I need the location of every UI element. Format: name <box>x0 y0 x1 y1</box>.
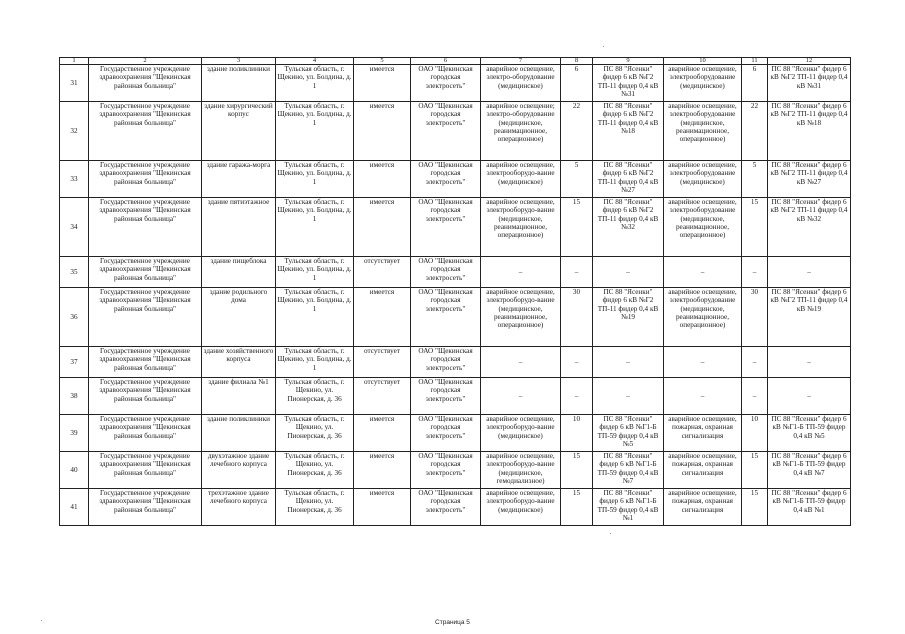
power-cell: 15 <box>561 489 593 526</box>
table-row <box>60 452 851 489</box>
power-cell-2: 5 <box>742 161 768 198</box>
object-cell: здание родильного дома <box>202 288 276 347</box>
organization-cell: Государственное учреждение здравоохранения "Щекинская районная больница" <box>89 347 202 378</box>
power-cell-2: 15 <box>742 198 768 257</box>
purpose-cell: аварийное освещение, электрооборудо-вание (медицинское) <box>481 161 561 198</box>
address-cell: Тульская область, г. Щекино, ул. Болдина, д. 1 <box>276 288 354 347</box>
row-number: 40 <box>60 452 89 489</box>
feeder-cell: ПС 88 "Ясенки" фидер 6 кВ №Г2 ТП-11 фидер 0,4 кВ №27 <box>593 161 664 198</box>
scan-speck <box>610 533 611 534</box>
source-cell: ПС 88 "Ясенки" фидер 6 кВ №Г1-Б ТП-59 фидер 0,4 кВ №5 <box>768 415 851 452</box>
address-cell: Тульская область, г. Щекино, ул. Болдина, д. 1 <box>276 161 354 198</box>
purpose-cell: – <box>481 257 561 288</box>
column-number: 3 <box>202 58 276 65</box>
power-cell: 15 <box>561 452 593 489</box>
source-cell: ПС 88 "Ясенки" фидер 6 кВ №Г2 ТП-11 фидер 0,4 кВ №31 <box>768 65 851 102</box>
row-number: 36 <box>60 288 89 347</box>
feeder-cell: – <box>593 257 664 288</box>
power-cell: – <box>561 378 593 415</box>
source-cell: ПС 88 "Ясенки" фидер 6 кВ №Г1-Б ТП-59 фидер 0,4 кВ №7 <box>768 452 851 489</box>
source-cell: – <box>768 347 851 378</box>
table-row <box>60 489 851 526</box>
availability-cell: отсутствует <box>354 347 411 378</box>
purpose-cell: – <box>481 347 561 378</box>
row-number: 38 <box>60 378 89 415</box>
availability-cell: имеется <box>354 288 411 347</box>
power-cell-2: – <box>742 347 768 378</box>
power-cell-2: 22 <box>742 102 768 161</box>
power-cell: 5 <box>561 161 593 198</box>
object-cell: здание хирургический корпус <box>202 102 276 161</box>
object-cell: здание поликлиники <box>202 65 276 102</box>
supplier-cell: ОАО "Щекинская городская электросеть" <box>411 65 481 102</box>
consumers-cell: аварийное освещение, электрооборудование (медицинское, реанимационное, операционное) <box>664 102 742 161</box>
power-cell-2: 6 <box>742 65 768 102</box>
row-number: 34 <box>60 198 89 257</box>
power-cell-2: – <box>742 257 768 288</box>
power-cell: 15 <box>561 198 593 257</box>
column-number: 1 <box>60 58 89 65</box>
column-number: 12 <box>768 58 851 65</box>
availability-cell: имеется <box>354 102 411 161</box>
availability-cell: имеется <box>354 489 411 526</box>
supplier-cell: ОАО "Щекинская городская электросеть" <box>411 288 481 347</box>
source-cell: ПС 88 "Ясенки" фидер 6 кВ №Г2 ТП-11 фидер 0,4 кВ №27 <box>768 161 851 198</box>
feeder-cell: ПС 88 "Ясенки" фидер 6 кВ №Г2 ТП-11 фидер 0,4 кВ №18 <box>593 102 664 161</box>
organization-cell: Государственное учреждение здравоохранения "Щекинская районная больница" <box>89 198 202 257</box>
source-cell: ПС 88 "Ясенки" фидер 6 кВ №Г2 ТП-11 фидер 0,4 кВ №18 <box>768 102 851 161</box>
consumers-cell: аварийное освещение, электрооборудование (медицинское, реанимационное, операционное) <box>664 288 742 347</box>
object-cell: трехэтажное здание лечебного корпуса <box>202 489 276 526</box>
feeder-cell: ПС 88 "Ясенки" фидер 6 кВ №Г2 ТП-11 фидер 0,4 кВ №31 <box>593 65 664 102</box>
column-number: 11 <box>742 58 768 65</box>
row-number: 32 <box>60 102 89 161</box>
power-cell: – <box>561 257 593 288</box>
object-cell: двухэтажное здание лечебного корпуса <box>202 452 276 489</box>
table-row <box>60 198 851 257</box>
object-cell: здание пищеблока <box>202 257 276 288</box>
availability-cell: имеется <box>354 65 411 102</box>
source-cell: – <box>768 257 851 288</box>
column-number: 7 <box>481 58 561 65</box>
column-number: 5 <box>354 58 411 65</box>
row-number: 37 <box>60 347 89 378</box>
data-table <box>59 57 851 526</box>
column-number: 8 <box>561 58 593 65</box>
address-cell: Тульская область, г. Щекино, ул. Пионерская, д. 36 <box>276 378 354 415</box>
column-number: 4 <box>276 58 354 65</box>
availability-cell: имеется <box>354 198 411 257</box>
feeder-cell: ПС 88 "Ясенки" фидер 6 кВ №Г1-Б ТП-59 фидер 0,4 кВ №7 <box>593 452 664 489</box>
organization-cell: Государственное учреждение здравоохранения "Щекинская районная больница" <box>89 452 202 489</box>
availability-cell: отсутствует <box>354 257 411 288</box>
table-row <box>60 102 851 161</box>
supplier-cell: ОАО "Щекинская городская электросеть" <box>411 378 481 415</box>
object-cell: здание пятиэтажное <box>202 198 276 257</box>
availability-cell: имеется <box>354 161 411 198</box>
feeder-cell: ПС 88 "Ясенки" фидер 6 кВ №Г1-Б ТП-59 фидер 0,4 кВ №1 <box>593 489 664 526</box>
consumers-cell: аварийное освещение, электрооборудование (медицинское, реанимационное, операционное) <box>664 198 742 257</box>
address-cell: Тульская область, г. Щекино, ул. Болдина, д. 1 <box>276 347 354 378</box>
power-cell-2: 15 <box>742 452 768 489</box>
feeder-cell: – <box>593 347 664 378</box>
purpose-cell: аварийное освещение, электро-оборудование (медицинское) <box>481 65 561 102</box>
row-number: 35 <box>60 257 89 288</box>
supplier-cell: ОАО "Щекинская городская электросеть" <box>411 161 481 198</box>
address-cell: Тульская область, г. Щекино, ул. Болдина, д. 1 <box>276 102 354 161</box>
row-number: 39 <box>60 415 89 452</box>
organization-cell: Государственное учреждение здравоохранения "Щекинская районная больница" <box>89 378 202 415</box>
organization-cell: Государственное учреждение здравоохранения "Щекинская районная больница" <box>89 257 202 288</box>
feeder-cell: ПС 88 "Ясенки" фидер 6 кВ №Г2 ТП-11 фидер 0,4 кВ №19 <box>593 288 664 347</box>
power-cell: 10 <box>561 415 593 452</box>
page-number: Страница 5 <box>435 619 470 626</box>
organization-cell: Государственное учреждение здравоохранения "Щекинская районная больница" <box>89 161 202 198</box>
supplier-cell: ОАО "Щекинская городская электросеть" <box>411 489 481 526</box>
power-cell: 22 <box>561 102 593 161</box>
feeder-cell: – <box>593 378 664 415</box>
power-cell-2: 30 <box>742 288 768 347</box>
purpose-cell: аварийное освещение, электрооборудо-вание (медицинское, реанимационное, операционное) <box>481 288 561 347</box>
consumers-cell: аварийное освещение, пожарная, охранная сигнализация <box>664 415 742 452</box>
purpose-cell: – <box>481 378 561 415</box>
object-cell: здание гаража-морга <box>202 161 276 198</box>
row-number: 41 <box>60 489 89 526</box>
source-cell: ПС 88 "Ясенки" фидер 6 кВ №Г2 ТП-11 фидер 0,4 кВ №32 <box>768 198 851 257</box>
column-number: 2 <box>89 58 202 65</box>
address-cell: Тульская область, г. Щекино, ул. Болдина, д. 1 <box>276 257 354 288</box>
organization-cell: Государственное учреждение здравоохранения "Щекинская районная больница" <box>89 65 202 102</box>
scan-speck <box>41 620 42 621</box>
purpose-cell: аварийное освещение, электрооборудо-вание (медицинское) <box>481 415 561 452</box>
address-cell: Тульская область, г. Щекино, ул. Болдина, д. 1 <box>276 198 354 257</box>
table-row <box>60 288 851 347</box>
power-cell: 6 <box>561 65 593 102</box>
feeder-cell: ПС 88 "Ясенки" фидер 6 кВ №Г2 ТП-11 фидер 0,4 кВ №32 <box>593 198 664 257</box>
supplier-cell: ОАО "Щекинская городская электросеть" <box>411 415 481 452</box>
source-cell: ПС 88 "Ясенки" фидер 6 кВ №Г2 ТП-11 фидер 0,4 кВ №19 <box>768 288 851 347</box>
availability-cell: отсутствует <box>354 378 411 415</box>
address-cell: Тульская область, г. Щекино, ул. Пионерская, д. 36 <box>276 452 354 489</box>
object-cell: здание хозяйственного корпуса <box>202 347 276 378</box>
table-row <box>60 161 851 198</box>
table-row <box>60 65 851 102</box>
address-cell: Тульская область, г. Щекино, ул. Пионерская, д. 36 <box>276 489 354 526</box>
source-cell: – <box>768 378 851 415</box>
organization-cell: Государственное учреждение здравоохранения "Щекинская районная больница" <box>89 415 202 452</box>
supplier-cell: ОАО "Щекинская городская электросеть" <box>411 102 481 161</box>
availability-cell: имеется <box>354 415 411 452</box>
consumers-cell: – <box>664 347 742 378</box>
power-cell: – <box>561 347 593 378</box>
row-number: 33 <box>60 161 89 198</box>
column-number: 6 <box>411 58 481 65</box>
column-number: 9 <box>593 58 664 65</box>
address-cell: Тульская область, г. Щекино, ул. Болдина, д. 1 <box>276 65 354 102</box>
source-cell: ПС 88 "Ясенки" фидер 6 кВ №Г1-Б ТП-59 фидер 0,4 кВ №1 <box>768 489 851 526</box>
power-cell-2: – <box>742 378 768 415</box>
address-cell: Тульская область, г. Щекино, ул. Пионерская, д. 36 <box>276 415 354 452</box>
consumers-cell: аварийное освещение, пожарная, охранная сигнализация <box>664 452 742 489</box>
object-cell: здание филиала №1 <box>202 378 276 415</box>
organization-cell: Государственное учреждение здравоохранения "Щекинская районная больница" <box>89 288 202 347</box>
table-row <box>60 347 851 378</box>
purpose-cell: аварийное освещение, электрооборудо-вание (медицинское, гемодиализное) <box>481 452 561 489</box>
purpose-cell: аварийное освещение; электро-оборудование (медицинское, реанимационное, операционное) <box>481 102 561 161</box>
consumers-cell: – <box>664 257 742 288</box>
consumers-cell: аварийное освещение, электрооборудование (медицинское) <box>664 161 742 198</box>
consumers-cell: аварийное освещение, электрооборудование (медицинское) <box>664 65 742 102</box>
scan-speck <box>603 46 604 47</box>
table-row <box>60 257 851 288</box>
object-cell: здание поликлиники <box>202 415 276 452</box>
power-cell-2: 10 <box>742 415 768 452</box>
supplier-cell: ОАО "Щекинская городская электросеть" <box>411 452 481 489</box>
table-row <box>60 415 851 452</box>
feeder-cell: ПС 88 "Ясенки" фидер 6 кВ №Г1-Б ТП-59 фидер 0,4 кВ №5 <box>593 415 664 452</box>
supplier-cell: ОАО "Щекинская городская электросеть" <box>411 198 481 257</box>
purpose-cell: аварийное освещение, электрооборудо-вание (медицинское) <box>481 489 561 526</box>
column-number: 10 <box>664 58 742 65</box>
supplier-cell: ОАО "Щекинская городская электросеть" <box>411 257 481 288</box>
column-number-row <box>60 58 851 65</box>
organization-cell: Государственное учреждение здравоохранения "Щекинская районная больница" <box>89 489 202 526</box>
consumers-cell: аварийное освещение, пожарная, охранная сигнализация <box>664 489 742 526</box>
consumers-cell: – <box>664 378 742 415</box>
purpose-cell: аварийное освещение, электрооборудо-вание (медицинское, реанимационное, операционное) <box>481 198 561 257</box>
table-row <box>60 378 851 415</box>
power-cell-2: 15 <box>742 489 768 526</box>
power-cell: 30 <box>561 288 593 347</box>
row-number: 31 <box>60 65 89 102</box>
organization-cell: Государственное учреждение здравоохранения "Щекинская районная больница" <box>89 102 202 161</box>
supplier-cell: ОАО "Щекинская городская электросеть" <box>411 347 481 378</box>
availability-cell: имеется <box>354 452 411 489</box>
